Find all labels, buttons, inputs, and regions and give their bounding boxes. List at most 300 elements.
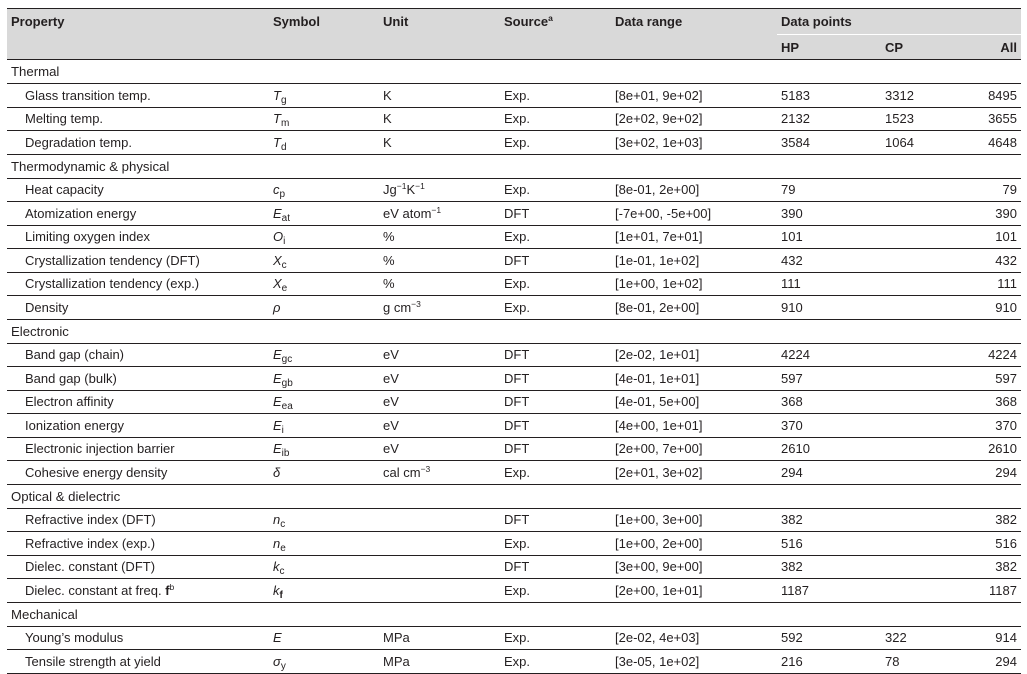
symbol-main: T (273, 111, 281, 127)
hp-count-cell: 2610 (777, 437, 881, 461)
table-body (7, 60, 1021, 674)
data-range-cell: [1e+00, 2e+00] (611, 532, 777, 556)
symbol-subscript: ib (281, 448, 290, 460)
hp-count-cell: 101 (777, 225, 881, 249)
symbol-subscript: y (280, 660, 286, 672)
group-name: Electronic (7, 319, 1021, 343)
data-range-cell: [3e+00, 9e+00] (611, 555, 777, 579)
table-row (7, 437, 1021, 461)
symbol-cell (269, 555, 379, 579)
unit-cell (379, 367, 500, 391)
header-source-footnote: a (548, 13, 553, 24)
property-cell (7, 437, 269, 461)
group-row (7, 602, 1021, 626)
hp-count-cell: 910 (777, 296, 881, 320)
data-range-cell: [8e-01, 2e+00] (611, 296, 777, 320)
symbol-cell (269, 508, 379, 532)
table-row (7, 508, 1021, 532)
group-name: Thermodynamic & physical (7, 154, 1021, 178)
unit-cell (379, 225, 500, 249)
unit-text: eV atom (383, 205, 432, 221)
cp-count-cell (881, 225, 971, 249)
cp-count-cell (881, 508, 971, 532)
source-cell: Exp. (500, 461, 611, 485)
header-property: Property (11, 14, 65, 30)
unit-cell (379, 626, 500, 650)
symbol (273, 582, 283, 601)
group-name: Mechanical (7, 602, 1021, 626)
all-count-cell: 516 (971, 532, 1021, 556)
header-blank (379, 35, 500, 60)
all-count-cell: 1187 (971, 579, 1021, 603)
unit-cell (379, 131, 500, 155)
property-cell (7, 107, 269, 131)
all-count-cell: 370 (971, 414, 1021, 438)
source-cell: DFT (500, 343, 611, 367)
symbol-main: c (273, 182, 280, 198)
cp-count-cell: 78 (881, 650, 971, 674)
unit-text: MPa (383, 630, 410, 646)
unit-cell (379, 249, 500, 273)
hp-count-cell: 2132 (777, 107, 881, 131)
symbol-cell (269, 532, 379, 556)
data-range-cell: [1e+00, 1e+02] (611, 272, 777, 296)
data-range-cell: [3e+02, 1e+03] (611, 131, 777, 155)
property-cell (7, 178, 269, 202)
symbol-main: E (273, 394, 282, 410)
unit-cell (379, 107, 500, 131)
table-row (7, 579, 1021, 603)
source-cell: Exp. (500, 532, 611, 556)
property-name: Limiting oxygen index (25, 229, 151, 245)
unit-text: cal cm (383, 464, 421, 480)
property-cell (7, 650, 269, 674)
header-all: All (1000, 39, 1017, 55)
property-name: Refractive index (DFT) (25, 512, 156, 528)
unit-cell (379, 650, 500, 674)
property-name: Dielec. constant at freq. (25, 582, 166, 598)
cp-count-cell (881, 414, 971, 438)
symbol-subscript: f (279, 589, 283, 601)
property-bold-symbol: f (165, 582, 170, 598)
source-cell: DFT (500, 437, 611, 461)
cp-count-cell (881, 437, 971, 461)
table-row (7, 249, 1021, 273)
unit-cell (379, 532, 500, 556)
header-cp: CP (885, 39, 904, 55)
source-cell: Exp. (500, 107, 611, 131)
source-cell: DFT (500, 508, 611, 532)
property-cell (7, 367, 269, 391)
unit-text: % (383, 229, 395, 245)
property-cell (7, 249, 269, 273)
table-row (7, 84, 1021, 108)
symbol-subscript: ea (281, 401, 293, 413)
cp-count-cell: 1523 (881, 107, 971, 131)
unit-cell (379, 414, 500, 438)
table-row (7, 555, 1021, 579)
property-cell (7, 390, 269, 414)
group-name: Optical & dielectric (7, 484, 1021, 508)
symbol-cell (269, 367, 379, 391)
hp-count-cell: 216 (777, 650, 881, 674)
data-range-cell: [2e+00, 1e+01] (611, 579, 777, 603)
table-row (7, 202, 1021, 226)
source-cell: Exp. (500, 225, 611, 249)
table-row (7, 225, 1021, 249)
symbol-main: E (273, 205, 282, 221)
all-count-cell: 3655 (971, 107, 1021, 131)
all-count-cell: 2610 (971, 437, 1021, 461)
symbol-main: X (273, 276, 282, 292)
symbol (273, 111, 290, 130)
symbol-subscript: at (281, 212, 291, 224)
unit-cell (379, 508, 500, 532)
table-header (7, 9, 1021, 60)
property-name: Melting temp. (25, 111, 104, 127)
symbol-main: E (273, 417, 282, 433)
header-unit: Unit (383, 14, 409, 30)
cp-count-cell: 3312 (881, 84, 971, 108)
symbol-main: X (273, 252, 282, 268)
data-range-cell: [1e-01, 1e+02] (611, 249, 777, 273)
table-row (7, 131, 1021, 155)
unit-superscript: −3 (411, 298, 421, 309)
table-row (7, 178, 1021, 202)
header-data-points: Data points (777, 9, 1021, 35)
property-name: Young’s modulus (25, 630, 124, 646)
source-cell: DFT (500, 414, 611, 438)
symbol (273, 370, 293, 389)
header-blank (500, 35, 611, 60)
data-range-cell: [2e-02, 4e+03] (611, 626, 777, 650)
symbol-main: ρ (273, 299, 281, 315)
table-row (7, 272, 1021, 296)
symbol-subscript: e (281, 283, 288, 295)
unit-superscript: −1 (431, 204, 442, 215)
symbol (273, 276, 288, 295)
unit-text: eV (383, 417, 399, 433)
source-cell: Exp. (500, 650, 611, 674)
unit-cell (379, 272, 500, 296)
table-row (7, 343, 1021, 367)
unit-text: eV (383, 347, 399, 363)
symbol-cell (269, 296, 379, 320)
symbol-subscript: gb (281, 377, 293, 389)
source-cell: Exp. (500, 272, 611, 296)
hp-count-cell: 111 (777, 272, 881, 296)
property-cell (7, 84, 269, 108)
data-range-cell: [2e+00, 7e+00] (611, 437, 777, 461)
symbol-main: n (273, 535, 281, 551)
symbol (273, 535, 286, 554)
hp-count-cell: 382 (777, 555, 881, 579)
hp-count-cell: 592 (777, 626, 881, 650)
data-range-cell: [-7e+00, -5e+00] (611, 202, 777, 226)
property-name: Ionization energy (25, 417, 125, 433)
symbol-main: T (273, 134, 281, 150)
symbol-main: σ (273, 653, 281, 669)
all-count-cell: 597 (971, 367, 1021, 391)
all-count-cell: 910 (971, 296, 1021, 320)
header-hp: HP (781, 39, 800, 55)
source-cell: DFT (500, 555, 611, 579)
property-cell (7, 131, 269, 155)
property-name: Cohesive energy density (25, 464, 168, 480)
all-count-cell: 8495 (971, 84, 1021, 108)
symbol (273, 653, 286, 672)
properties-table-container (7, 8, 1021, 674)
property-cell (7, 296, 269, 320)
symbol-subscript: c (281, 259, 287, 271)
hp-count-cell: 432 (777, 249, 881, 273)
table-row (7, 367, 1021, 391)
data-range-cell: [1e+01, 7e+01] (611, 225, 777, 249)
all-count-cell: 294 (971, 650, 1021, 674)
symbol-cell (269, 225, 379, 249)
symbol (273, 300, 280, 315)
all-count-cell: 111 (971, 272, 1021, 296)
property-name: Dielec. constant (DFT) (25, 559, 156, 575)
header-source (500, 9, 611, 35)
cp-count-cell (881, 249, 971, 273)
property-name: Band gap (bulk) (25, 370, 117, 386)
property-name: Density (25, 299, 69, 315)
property-name: Band gap (chain) (25, 347, 125, 363)
cp-count-cell (881, 367, 971, 391)
all-count-cell: 79 (971, 178, 1021, 202)
property-name: Electron affinity (25, 394, 114, 410)
cp-count-cell: 322 (881, 626, 971, 650)
cp-count-cell (881, 461, 971, 485)
all-count-cell: 294 (971, 461, 1021, 485)
symbol-cell (269, 626, 379, 650)
unit-text: eV (383, 394, 399, 410)
symbol (273, 252, 287, 271)
unit-cell (379, 343, 500, 367)
header-blank (7, 35, 269, 60)
table-row (7, 532, 1021, 556)
symbol-subscript: d (280, 141, 287, 153)
table-row (7, 461, 1021, 485)
symbol (273, 134, 287, 153)
unit-cell (379, 84, 500, 108)
unit-text: K (383, 111, 392, 127)
group-row (7, 154, 1021, 178)
source-cell: Exp. (500, 131, 611, 155)
source-cell: DFT (500, 390, 611, 414)
hp-count-cell: 294 (777, 461, 881, 485)
symbol-cell (269, 131, 379, 155)
hp-count-cell: 1187 (777, 579, 881, 603)
table-row (7, 107, 1021, 131)
symbol-cell (269, 249, 379, 273)
property-name: Glass transition temp. (25, 87, 151, 103)
property-cell (7, 461, 269, 485)
unit-text: K (383, 134, 392, 150)
hp-count-cell: 4224 (777, 343, 881, 367)
cp-count-cell (881, 272, 971, 296)
table-row (7, 390, 1021, 414)
symbol-cell (269, 272, 379, 296)
symbol-subscript: gc (281, 354, 293, 366)
unit-cell (379, 437, 500, 461)
header-blank (611, 35, 777, 60)
data-range-cell: [2e+01, 3e+02] (611, 461, 777, 485)
property-name: Electronic injection barrier (25, 441, 175, 457)
data-range-cell: [2e-02, 1e+01] (611, 343, 777, 367)
group-row (7, 484, 1021, 508)
unit-cell (379, 296, 500, 320)
symbol-subscript: c (279, 566, 285, 578)
cp-count-cell (881, 178, 971, 202)
source-cell: Exp. (500, 579, 611, 603)
property-cell (7, 626, 269, 650)
unit-text: K (383, 87, 392, 103)
hp-count-cell: 3584 (777, 131, 881, 155)
symbol-cell (269, 437, 379, 461)
symbol-main: T (273, 87, 281, 103)
symbol-cell (269, 579, 379, 603)
symbol-cell (269, 414, 379, 438)
table-row (7, 414, 1021, 438)
group-row (7, 319, 1021, 343)
unit-cell (379, 579, 500, 603)
property-cell (7, 202, 269, 226)
symbol-subscript: i (281, 424, 284, 436)
symbol (273, 559, 285, 578)
unit-text: eV (383, 370, 399, 386)
all-count-cell: 390 (971, 202, 1021, 226)
symbol (273, 394, 293, 413)
symbol-subscript: c (280, 519, 286, 531)
property-cell (7, 532, 269, 556)
header-source-label: Source (504, 14, 549, 30)
data-range-cell: [2e+02, 9e+02] (611, 107, 777, 131)
table-row (7, 650, 1021, 674)
group-name: Thermal (7, 60, 1021, 84)
hp-count-cell: 370 (777, 414, 881, 438)
symbol-main: E (273, 347, 282, 363)
unit-text: K (406, 182, 416, 198)
property-cell (7, 555, 269, 579)
symbol-subscript: e (280, 542, 286, 554)
data-range-cell: [3e-05, 1e+02] (611, 650, 777, 674)
property-name: Crystallization tendency (DFT) (25, 252, 200, 268)
symbol-subscript: g (280, 94, 287, 106)
header-blank (269, 35, 379, 60)
symbol (273, 630, 282, 645)
unit-text: eV (383, 441, 399, 457)
header-data-range: Data range (615, 14, 683, 30)
source-cell: DFT (500, 367, 611, 391)
hp-count-cell: 516 (777, 532, 881, 556)
property-cell (7, 508, 269, 532)
cp-count-cell (881, 390, 971, 414)
data-range-cell: [4e-01, 1e+01] (611, 367, 777, 391)
data-range-cell: [4e+00, 1e+01] (611, 414, 777, 438)
symbol (273, 441, 290, 460)
property-name: Degradation temp. (25, 134, 132, 150)
property-cell (7, 343, 269, 367)
symbol-main: n (273, 512, 281, 528)
property-cell (7, 225, 269, 249)
symbol-cell (269, 202, 379, 226)
unit-cell (379, 390, 500, 414)
unit-text: MPa (383, 653, 410, 669)
cp-count-cell (881, 202, 971, 226)
source-cell: Exp. (500, 178, 611, 202)
symbol (273, 182, 286, 201)
all-count-cell: 101 (971, 225, 1021, 249)
hp-count-cell: 382 (777, 508, 881, 532)
cp-count-cell (881, 555, 971, 579)
symbol (273, 347, 293, 366)
unit-text: % (383, 276, 395, 292)
property-cell (7, 272, 269, 296)
table-row (7, 296, 1021, 320)
symbol-main: E (273, 441, 282, 457)
unit-cell (379, 461, 500, 485)
data-range-cell: [4e-01, 5e+00] (611, 390, 777, 414)
symbol (273, 465, 280, 480)
property-name: Atomization energy (25, 205, 137, 221)
unit-superscript: −1 (415, 181, 425, 192)
property-name: Crystallization tendency (exp.) (25, 276, 200, 292)
cp-count-cell (881, 532, 971, 556)
all-count-cell: 4224 (971, 343, 1021, 367)
symbol-main: O (273, 229, 284, 245)
property-name: Heat capacity (25, 182, 104, 198)
all-count-cell: 382 (971, 508, 1021, 532)
hp-count-cell: 390 (777, 202, 881, 226)
all-count-cell: 432 (971, 249, 1021, 273)
property-name: Refractive index (exp.) (25, 535, 156, 551)
all-count-cell: 368 (971, 390, 1021, 414)
table-row (7, 626, 1021, 650)
symbol-cell (269, 390, 379, 414)
header-symbol: Symbol (273, 14, 320, 30)
symbol-main: E (273, 630, 282, 646)
all-count-cell: 914 (971, 626, 1021, 650)
cp-count-cell (881, 579, 971, 603)
source-cell: Exp. (500, 84, 611, 108)
symbol-main: δ (273, 464, 281, 480)
all-count-cell: 382 (971, 555, 1021, 579)
hp-count-cell: 597 (777, 367, 881, 391)
symbol-subscript: i (283, 236, 286, 248)
unit-text: Jg (383, 182, 397, 198)
symbol-cell (269, 650, 379, 674)
symbol-main: k (273, 582, 280, 598)
properties-table (7, 8, 1021, 674)
hp-count-cell: 79 (777, 178, 881, 202)
unit-text: g cm (383, 299, 412, 315)
property-footnote: b (169, 581, 175, 592)
symbol-main: k (273, 559, 280, 575)
unit-text: % (383, 252, 395, 268)
symbol-cell (269, 107, 379, 131)
symbol-subscript: m (280, 118, 290, 130)
symbol-main: E (273, 370, 282, 386)
data-range-cell: [8e+01, 9e+02] (611, 84, 777, 108)
symbol (273, 205, 291, 224)
symbol (273, 417, 284, 436)
symbol-cell (269, 178, 379, 202)
hp-count-cell: 5183 (777, 84, 881, 108)
property-name: Tensile strength at yield (25, 653, 161, 669)
source-cell: Exp. (500, 296, 611, 320)
